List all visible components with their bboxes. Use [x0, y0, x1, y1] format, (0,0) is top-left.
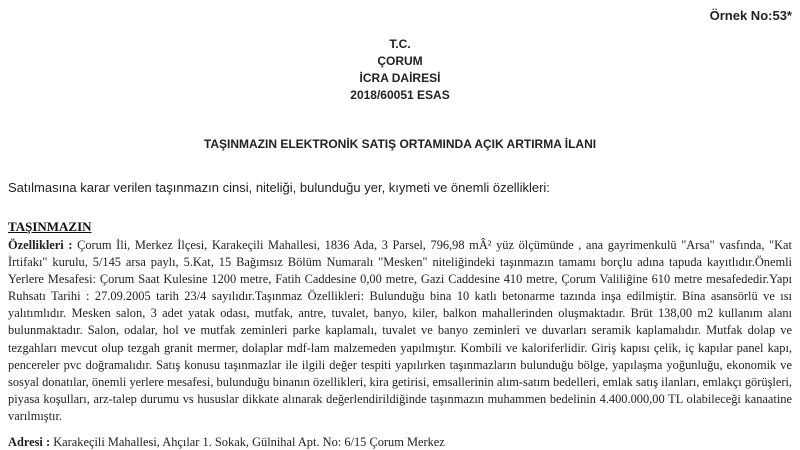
header-republic: T.C.: [389, 37, 411, 51]
header-case-number: 2018/60051 ESAS: [350, 88, 450, 102]
address-line: [8, 434, 445, 450]
features-label: Özellikleri :: [8, 238, 73, 252]
features-text: Çorum İli, Merkez İlçesi, Karakeçili Mahallesi, 1836 Ada, 3 Parsel, 796,98 mÂ² yüz ölçümünde , ana gayrimenkulü "Arsa" vasfında, "Kat İrtifakı" kurulu, 5/145 arsa paylı, 5.Kat, 15 Bağımsız Bölüm Numaralı "Mesken" niteliğindeki taşınmazın tamamı borçlu adına tapuda kayıtlıdır.Önemli Yerlere Mesafesi: Çorum Saat Kulesine 1200 metre, Fatih Caddesine 0,00 metre, Gazi Caddesine 410 metre, Çorum Valiliğine 610 metre mesafededir.Yapı Ruhsatı Tarihi : 27.09.2005 tarih 23/4 sayılıdır.Taşınmaz Özellikleri: Bulunduğu bina 10 katlı betonarme tazında inşa edilmiştir. Bina asansörlü ve ısı yalıtımlıdır. Mesken salon, 3 adet yatak odası, mutfak, antre, tuvalet, banyo, kiler, balkon mahallerinden oluşmaktadır. Brüt 138,00 m2 kullanım alanı bulunmaktadır. Salon, odalar, hol ve mutfak zeminleri parke kaplamalı, tuvalet ve banyo zeminleri ve duvarları seramik kaplamalıdır. Mutfak dolap ve tezgahları mevcut olup tezgah granit mermer, dolaplar mdf-lam malzemeden yapılmıştır. Kombili ve kaloriferlidir. Giriş kapısı çelik, iç kapılar panel kapı, pencereler pvc doğramalıdır. Satış konusu taşınmazlar ile ilgili değer tespiti yapılırken taşınmazların bulunduğu bölge, yapılaşma yoğunluğu, ekonomik ve sosyal donatılar, önemli yerlere mesafesi, bulunduğu binanın özellikleri, kira getirisi, emsallerinin alım-satım bedelleri, emlak satış ilanları, emlakçı görüşleri, piyasa koşulları, arz-talep durumu vs hususlar dikkate alınarak değerlendirildiğinde taşınmazın muhammen bedelinin 4.400.000,00 TL olabileceği kanaatine varılmıştır.: [8, 238, 792, 423]
office-header: [0, 36, 800, 104]
header-office: İCRA DAİRESİ: [359, 71, 441, 85]
address-label: Adresi :: [8, 435, 51, 449]
address-text: Karakeçili Mahallesi, Ahçılar 1. Sokak, Gülnihal Apt. No: 6/15 Çorum Merkez: [50, 435, 445, 449]
notice-title: TAŞINMAZIN ELEKTRONİK SATIŞ ORTAMINDA AÇIK ARTIRMA İLANI: [203, 137, 597, 151]
intro-text: Satılmasına karar verilen taşınmazın cinsi, niteliği, bulunduğu yer, kıymeti ve önemli özellikleri:: [8, 180, 550, 195]
features-paragraph: [8, 237, 792, 425]
header-city: ÇORUM: [377, 54, 423, 68]
section-heading: TAŞINMAZIN: [8, 219, 92, 234]
sample-number: Örnek No:53*: [709, 8, 792, 23]
